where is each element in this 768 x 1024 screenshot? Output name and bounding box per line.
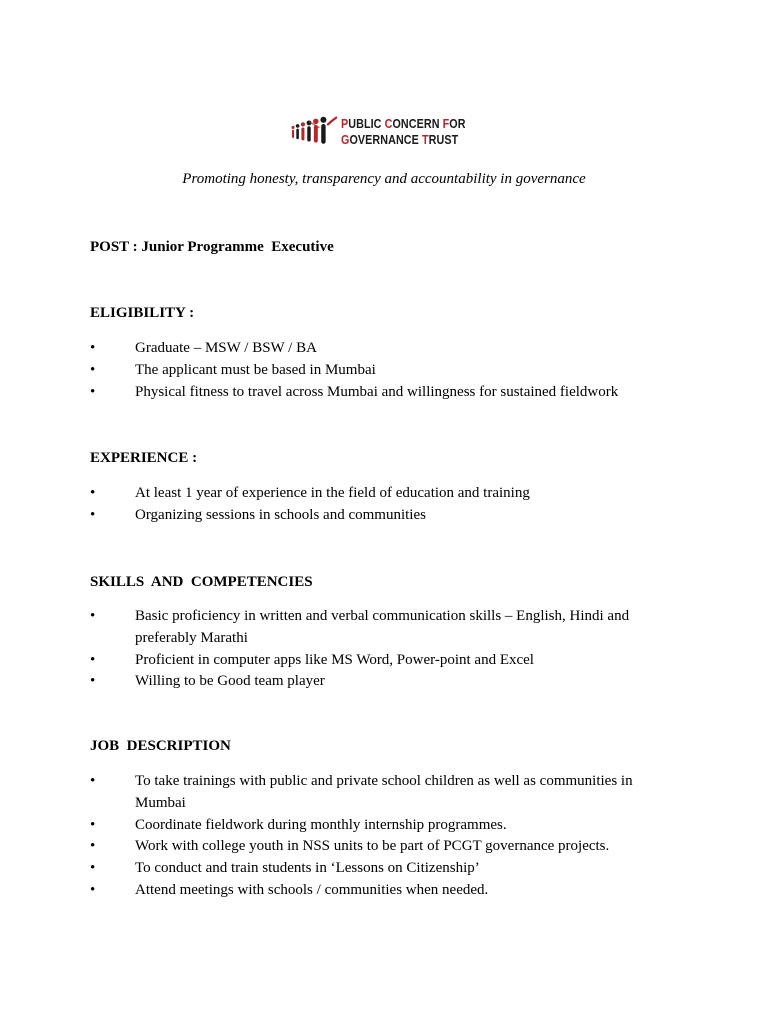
list-item: • Graduate – MSW / BSW / BA	[90, 338, 650, 360]
bullet-glyph: •	[90, 860, 96, 877]
eligibility-heading: ELIGIBILITY :	[90, 305, 195, 321]
bullet-glyph: •	[90, 506, 96, 523]
post-title: POST : Junior Programme Executive	[90, 239, 334, 255]
bullet-glyph: •	[90, 361, 96, 378]
bullet-glyph: •	[90, 340, 96, 356]
list-item: • Physical fitness to travel across Mumbai and willingness for sustained fieldwork	[90, 382, 650, 404]
logo-wordmark	[341, 116, 466, 148]
list-item: • To conduct and train students in ‘Lessons on Citizenship’	[90, 858, 650, 880]
bullet-glyph: •	[90, 838, 96, 855]
organization-logo	[290, 108, 486, 156]
bullet-glyph: •	[90, 816, 96, 833]
skills-heading: SKILLS AND COMPETENCIES	[90, 574, 313, 590]
skills-list	[90, 606, 650, 693]
bullet-glyph: •	[90, 485, 96, 501]
bullet-glyph: •	[90, 608, 96, 624]
list-item: • At least 1 year of experience in the field of education and training	[90, 483, 650, 505]
experience-list	[90, 483, 650, 527]
people-figures-icon	[290, 110, 337, 154]
logo-line-2: GOVERNANCE TRUST	[341, 133, 459, 147]
list-item: • Proficient in computer apps like MS Word, Power-point and Excel	[90, 650, 650, 672]
list-item: • Organizing sessions in schools and communities	[90, 505, 650, 527]
bullet-glyph: •	[90, 383, 96, 400]
eligibility-list	[90, 338, 650, 403]
list-item: • Coordinate fieldwork during monthly internship programmes.	[90, 815, 650, 837]
list-item: • Basic proficiency in written and verbal communication skills – English, Hindi and preferably Marathi	[90, 608, 630, 646]
bullet-glyph: •	[90, 651, 96, 668]
list-item: • Attend meetings with schools / communities when needed.	[90, 880, 650, 902]
list-item: • Work with college youth in NSS units to be part of PCGT governance projects.	[90, 836, 650, 858]
bullet-glyph: •	[90, 673, 96, 690]
bullet-glyph: •	[90, 881, 96, 898]
list-item: • Willing to be Good team player	[90, 671, 650, 693]
job-description-list	[90, 771, 650, 902]
tagline: Promoting honesty, transparency and accountability in governance	[182, 171, 586, 187]
bullet-glyph: •	[90, 773, 96, 789]
job-description-heading: JOB DESCRIPTION	[90, 738, 231, 754]
logo-line-1: PUBLIC CONCERN FOR	[341, 117, 466, 131]
list-item: • The applicant must be based in Mumbai	[90, 360, 650, 382]
experience-heading: EXPERIENCE :	[90, 450, 198, 466]
list-item: • To take trainings with public and private school children as well as communities in Mumbai	[90, 773, 633, 811]
